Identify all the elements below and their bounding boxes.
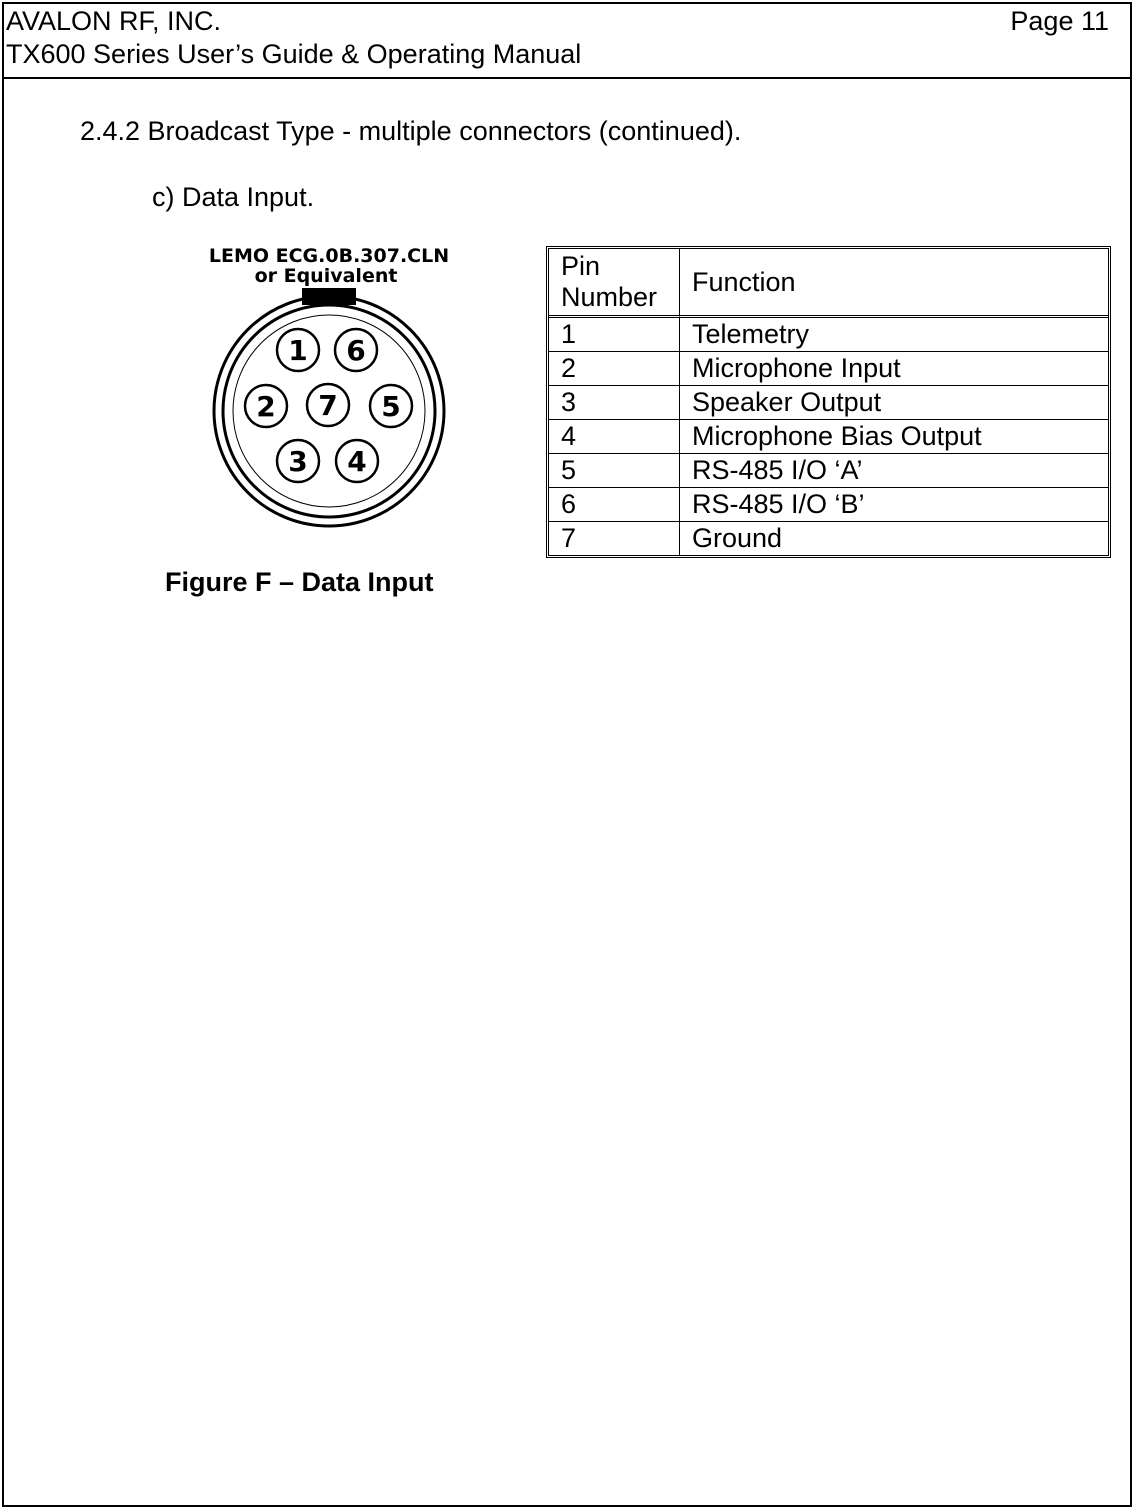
- table-row: [549, 522, 1108, 555]
- pin-label: 5: [381, 390, 401, 423]
- function-cell: Ground: [692, 523, 783, 553]
- pin-cell: 4: [549, 420, 680, 454]
- table-row: [549, 386, 1108, 420]
- table-row: [549, 318, 1108, 352]
- function-cell: RS-485 I/O ‘A’: [680, 454, 1108, 488]
- pin-label: 2: [256, 390, 276, 423]
- header-page-number: Page 11: [1010, 6, 1109, 36]
- figure-caption: Figure F – Data Input: [165, 567, 434, 597]
- sub-heading: c) Data Input.: [152, 182, 315, 212]
- connector-label-equivalent: or Equivalent: [254, 265, 398, 287]
- table-header-row: [549, 249, 1108, 318]
- table-row: [549, 420, 1108, 454]
- header-divider: [2, 77, 1132, 79]
- header-company: AVALON RF, INC.: [6, 6, 222, 36]
- pin-cell: 5: [549, 454, 680, 488]
- pin-cell: 3: [549, 386, 680, 420]
- table-row: [549, 488, 1108, 522]
- table-row: [549, 454, 1108, 488]
- pin-function-table: [546, 246, 1111, 558]
- header-pin-line2: Number: [561, 282, 658, 312]
- pin-label: 1: [288, 334, 308, 367]
- pin-cell: 1: [549, 318, 680, 352]
- connector-label-part: LEMO ECG.0B.307.CLN: [208, 245, 450, 267]
- table-row: [549, 352, 1108, 386]
- connector-key: [302, 288, 356, 305]
- pin-label: 4: [347, 445, 367, 478]
- function-cell: Microphone Input: [680, 352, 1108, 386]
- function-cell: Speaker Output: [680, 386, 1108, 420]
- header-pin-line1: Pin: [561, 251, 601, 281]
- pin-cell: 2: [549, 352, 680, 386]
- pin-cell: 7: [549, 522, 680, 555]
- section-heading: 2.4.2 Broadcast Type - multiple connectors (continued).: [80, 116, 742, 146]
- connector-diagram: [200, 240, 460, 540]
- header-function: Function: [680, 249, 1108, 318]
- pin-label: 7: [318, 389, 338, 422]
- page-border: [2, 2, 1132, 1507]
- pin-label: 6: [346, 334, 366, 367]
- pin-label: 3: [288, 445, 308, 478]
- function-cell: RS-485 I/O ‘B’: [680, 488, 1108, 522]
- function-cell: Telemetry: [680, 318, 1108, 352]
- header-manual-title: TX600 Series User’s Guide & Operating Manual: [6, 39, 582, 69]
- function-cell: Microphone Bias Output: [680, 420, 1108, 454]
- header-pin-number: [549, 249, 680, 318]
- pin-cell: 6: [549, 488, 680, 522]
